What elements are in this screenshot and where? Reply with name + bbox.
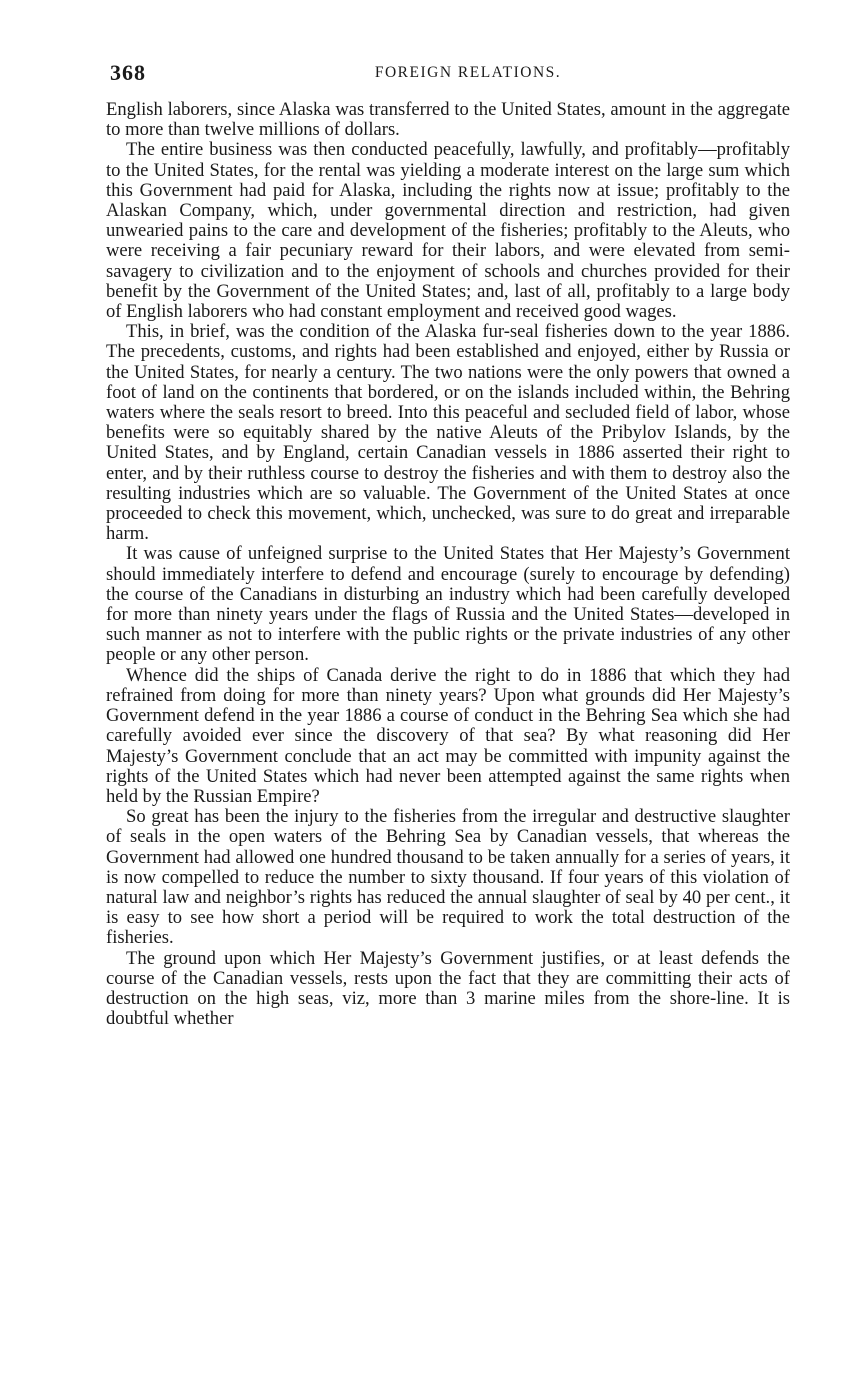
running-header [106,60,790,94]
body-text [106,100,790,1029]
paragraph-condition-1886: This, in brief, was the condition of the Alaska fur-seal fisheries down to the year 1886. The precedents, customs, and rights had been established and enjoyed, either by Russia or the United States, for nearly a century. The two nations were the only powers that owned a foot of land on the continents that bordered, or on the islands included within, the Behring waters where the seals resort to breed. Into this peaceful and secluded field of labor, whose benefits were so equitably shared by the native Aleuts of the Pribylov Islands, by the United States, and by England, certain Canadian vessels in 1886 asserted their right to enter, and by their ruthless course to destroy the fisheries and with them to destroy also the resulting industries which are so valuable. The Government of the United States at once proceeded to check this movement, which, unchecked, was sure to do great and irreparable harm. [106,321,790,545]
paragraph-continued: English laborers, since Alaska was transferred to the United States, amount in the aggregate to more than twelve millions of dollars. [106,99,790,141]
paragraph-unfeigned-surprise: It was cause of unfeigned surprise to the United States that Her Majesty’s Government should immediately interfere to defend and encourage (surely to encourage by defending) the course of the Canadians in disturbing an industry which had been carefully developed for more than ninety years under the flags of Russia and the United States—developed in such manner as not to interfere with the public rights or the private industries of any other people or any other person. [106,543,790,666]
paragraph-business-conducted: The entire business was then conducted peacefully, lawfully, and profitably—profitably to the United States, for the rental was yielding a moderate interest on the large sum which this Government had paid for Alaska, including the rights now at issue; profitably to the Alaskan Company, which, under governmental direction and restriction, had given unwearied pains to the care and development of the fisheries; profitably to the Aleuts, who were receiving a fair pecuniary reward for their labors, and were elevated from semi-savagery to civilization and to the enjoyment of schools and churches provided for their benefit by the Government of the United States; and, last of all, profitably to a large body of English laborers who had constant employment and received good wages. [106,139,790,323]
paragraph-whence-right: Whence did the ships of Canada derive the right to do in 1886 that which they had refrained from doing for more than ninety years? Upon what grounds did Her Majesty’s Government defend in the year 1886 a course of conduct in the Behring Sea which she had carefully avoided ever since the discovery of that sea? By what reasoning did Her Majesty’s Government conclude that an act may be committed with impunity against the rights of the United States which had never been attempted against the same rights when held by the Russian Empire? [106,664,790,807]
running-title: FOREIGN RELATIONS. [374,64,562,81]
page-number: 368 [110,60,146,85]
document-page [106,60,790,1029]
paragraph-high-seas: The ground upon which Her Majesty’s Government justifies, or at least defends the course of the Canadian vessels, rests upon the fact that they are committing their acts of destruction on the high seas, viz, more than 3 marine miles from the shore-line. It is doubtful whether [106,947,790,1030]
paragraph-injury-fisheries: So great has been the injury to the fisheries from the irregular and destructive slaughter of seals in the open waters of the Behring Sea by Canadian vessels, that whereas the Government had allowed one hundred thousand to be taken annually for a series of years, it is now compelled to reduce the number to sixty thousand. If four years of this violation of natural law and neighbor’s rights has reduced the annual slaughter of seal by 40 per cent., it is easy to see how short a period will be required to work the total destruction of the fisheries. [106,806,790,949]
